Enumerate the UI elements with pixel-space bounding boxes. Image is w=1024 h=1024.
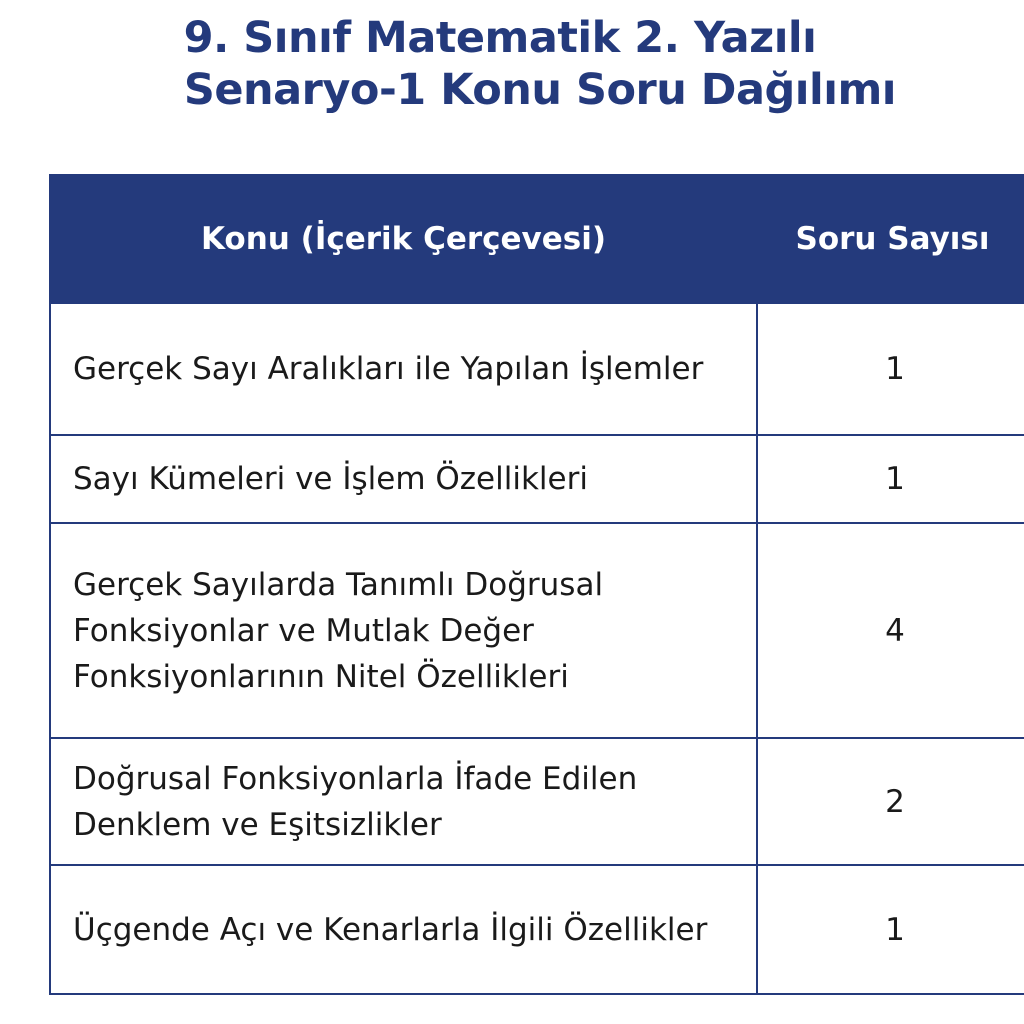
topic-distribution-table xyxy=(49,174,1024,995)
page-title xyxy=(0,12,1024,116)
topic-cell: Gerçek Sayılarda Tanımlı Doğrusal Fonksiyonlar ve Mutlak Değer Fonksiyonlarının Nitel Özellikleri xyxy=(50,523,757,738)
table-row xyxy=(50,303,1024,435)
title-line-1: 9. Sınıf Matematik 2. Yazılı xyxy=(183,13,817,63)
count-cell: 1 xyxy=(757,435,1024,524)
table-row xyxy=(50,523,1024,738)
table-row xyxy=(50,435,1024,524)
topic-cell: Doğrusal Fonksiyonlarla İfade Edilen Denklem ve Eşitsizlikler xyxy=(50,738,757,865)
table-header-row xyxy=(50,175,1024,303)
table-row xyxy=(50,738,1024,865)
table-row xyxy=(50,865,1024,994)
count-cell: 4 xyxy=(757,523,1024,738)
header-topic: Konu (İçerik Çerçevesi) xyxy=(50,175,757,303)
count-cell: 1 xyxy=(757,303,1024,435)
header-question-count: Soru Sayısı xyxy=(757,175,1024,303)
title-line-2: Senaryo-1 Konu Soru Dağılımı xyxy=(183,65,897,115)
topic-cell: Gerçek Sayı Aralıkları ile Yapılan İşlemler xyxy=(50,303,757,435)
topic-cell: Üçgende Açı ve Kenarlarla İlgili Özellikler xyxy=(50,865,757,994)
count-cell: 1 xyxy=(757,865,1024,994)
count-cell: 2 xyxy=(757,738,1024,865)
topic-cell: Sayı Kümeleri ve İşlem Özellikleri xyxy=(50,435,757,524)
